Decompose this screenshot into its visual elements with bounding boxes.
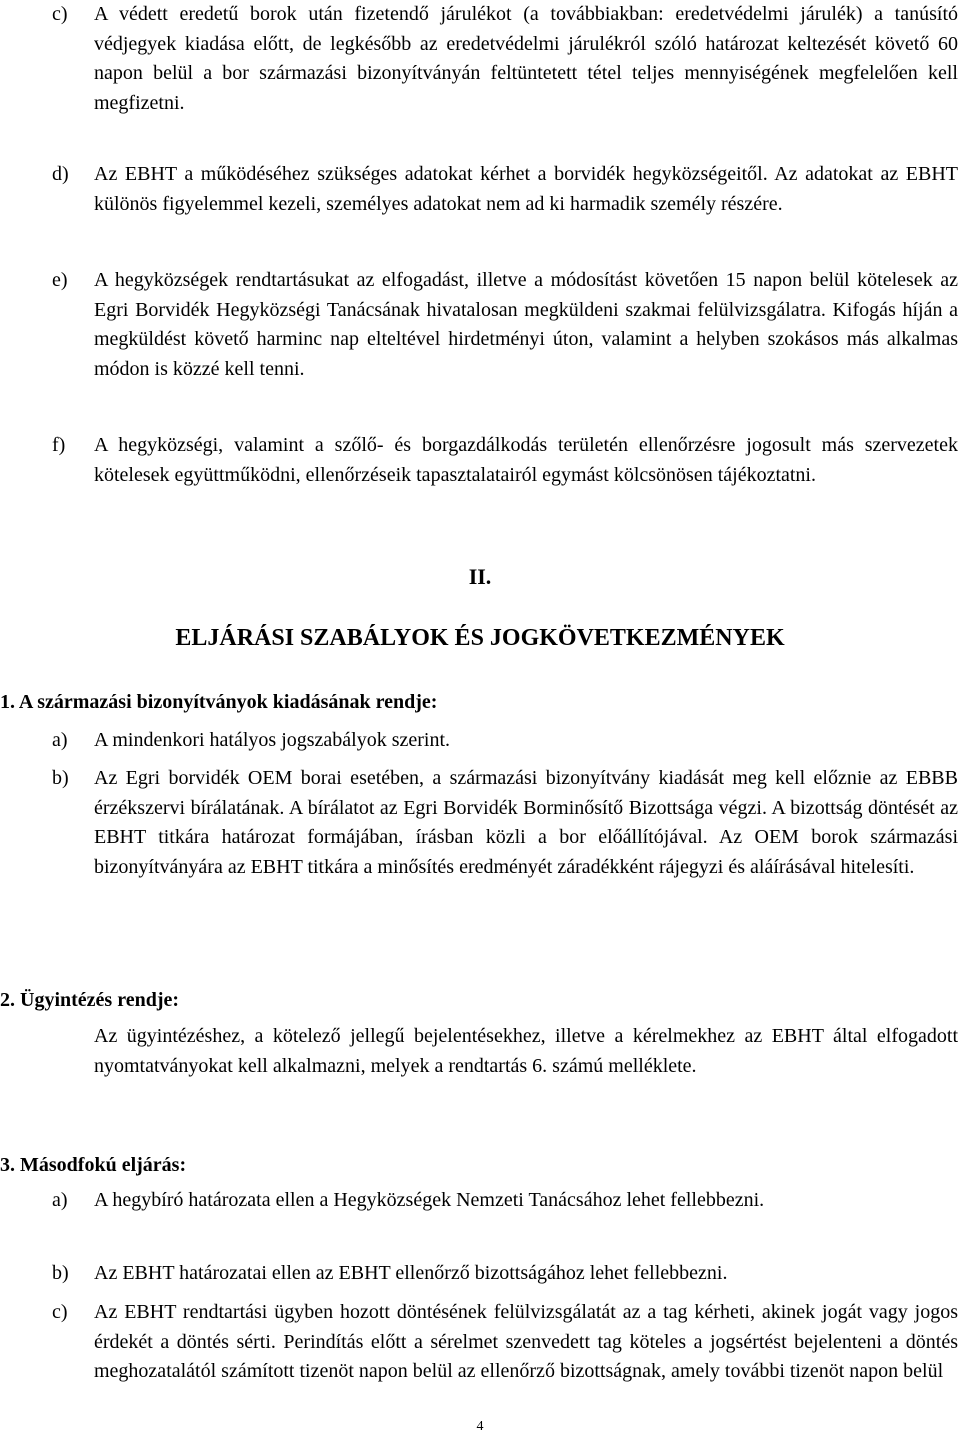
item-text: A hegyközségi, valamint a szőlő- és borgazdálkodás területén ellenőrzésre jogosult más szervezetek kötelesek együttműködni, ellenőrzéseik tapasztalatairól egymást kölcsönösen tájékoztatni.: [94, 434, 958, 486]
list-item-3a: [52, 1186, 958, 1216]
item-label: e): [52, 269, 68, 291]
chapter-title: ELJÁRÁSI SZABÁLYOK ÉS JOGKÖVETKEZMÉNYEK: [175, 625, 785, 651]
item-label: a): [52, 1189, 68, 1211]
item-label: d): [52, 163, 69, 185]
page-number: 4: [476, 1419, 484, 1434]
list-item-1b: [52, 764, 958, 882]
section-2-text: Az ügyintézéshez, a kötelező jellegű bejelentésekhez, illetve a kérelmekhez az EBHT által elfogadott nyomtatványokat kell alkalmazni, melyek a rendtartás 6. számú melléklete.: [94, 1025, 958, 1077]
item-label: b): [52, 1262, 69, 1284]
item-text: A hegyközségek rendtartásukat az elfogadást, illetve a módosítást követően 15 napon belül kötelesek az Egri Borvidék Hegyközségi Tanácsának hivatalosan megküldeni szakmai felülvizsgálatra. Kifogás híján a megküldést követő harminc nap elteltével hirdetményi úton, valamint a helyben szokásos más alkalmas módon is közzé kell tenni.: [94, 269, 958, 380]
list-item-d: [52, 160, 958, 219]
item-text: Az Egri borvidék OEM borai esetében, a származási bizonyítvány kiadását meg kell előznie az EBBB érzékszervi bírálatának. A bírálatot az Egri Borvidék Borminősítő Bizottsága végzi. A bizottság döntését az EBHT titkára határozat formájában, írásban közli a bor előállítójával. Az OEM borok származási bizonyítványára az EBHT titkára a minősítés eredményét záradékként rájegyzi és aláírásával hitelesíti.: [94, 767, 958, 878]
chapter-number: II.: [468, 564, 492, 589]
list-item-3b: [52, 1259, 958, 1289]
item-text: Az EBHT határozatai ellen az EBHT ellenőrző bizottságához lehet fellebbezni.: [94, 1262, 728, 1284]
section-1-heading: 1. A származási bizonyítványok kiadásának rendje:: [0, 691, 438, 713]
list-item-1a: [52, 726, 958, 756]
list-item-c: [52, 0, 958, 118]
item-label: a): [52, 729, 68, 751]
item-label: b): [52, 767, 69, 789]
item-text: A mindenkori hatályos jogszabályok szerint.: [94, 729, 451, 751]
list-item-f: [52, 431, 958, 490]
section-3-heading: 3. Másodfokú eljárás:: [0, 1154, 187, 1176]
item-text: Az EBHT a működéséhez szükséges adatokat kérhet a borvidék hegyközségeitől. Az adatokat az EBHT különös figyelemmel kezeli, személyes adatokat nem ad ki harmadik személy részére.: [94, 163, 958, 215]
item-label: c): [52, 3, 68, 25]
section-2-heading: 2. Ügyintézés rendje:: [0, 989, 180, 1011]
list-item-3c: [52, 1298, 958, 1387]
item-text: A hegybíró határozata ellen a Hegyközségek Nemzeti Tanácsához lehet fellebbezni.: [94, 1189, 765, 1211]
item-label: c): [52, 1301, 68, 1323]
list-item-e: [52, 266, 958, 384]
item-text: Az EBHT rendtartási ügyben hozott döntésének felülvizsgálatát az a tag kérheti, akinek jogát vagy jogos érdekét a döntés sérti. Perindítás előtt a sérelmet szenvedett tag köteles a jogsértést bejelenteni a döntés meghozatalától számított tizenöt napon belül az ellenőrző bizottságnak, amely további tizenöt napon belül: [94, 1301, 958, 1382]
item-text: A védett eredetű borok után fizetendő járulékot (a továbbiakban: eredetvédelmi járulék) a tanúsító védjegyek kiadása előtt, de legkésőbb az eredetvédelmi járulékról szóló határozat keltezését követő 60 napon belül a bor származási bizonyítványán feltüntetett tétel teljes mennyiségének megfelelően kell megfizetni.: [94, 3, 958, 114]
item-label: f): [52, 434, 66, 456]
